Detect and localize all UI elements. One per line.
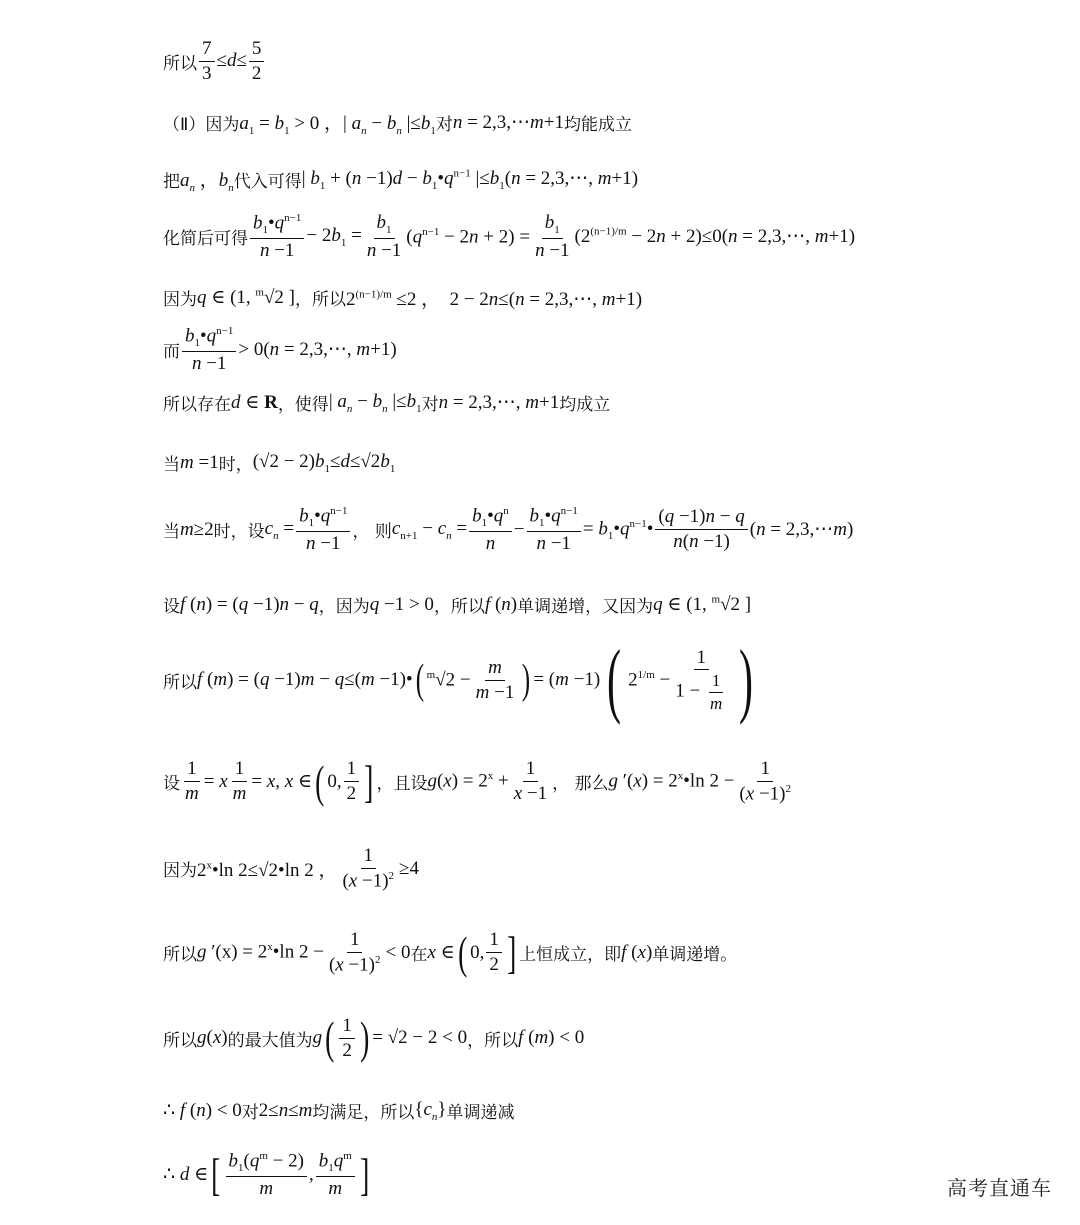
text: （Ⅱ）因为 <box>163 114 240 135</box>
text: 所以 <box>163 672 197 693</box>
text: 设 <box>163 774 180 794</box>
text: 设 <box>163 597 180 617</box>
text: 因为 <box>163 861 197 881</box>
watermark-label: 高考直通车 <box>947 1176 1052 1200</box>
text: 均满足，所以 <box>312 1103 415 1123</box>
text: ， 那么 <box>552 774 609 794</box>
text: 所以 <box>163 1030 197 1051</box>
line-15: 所以 g(x) 的最大值为 g ( $\frac{1}{2}$ ) = √2 − 2 < 0 ，所以 f (m) < 0 <box>163 1012 585 1064</box>
text: ， 则 <box>352 522 392 543</box>
text: 代入可得 <box>233 171 302 192</box>
text: ∴ <box>163 1164 176 1186</box>
line-8: 当 m =1 时， $(√2 - 2)b_1\le d\le√2b_1$ <box>163 450 396 475</box>
text: 所以 <box>163 945 197 965</box>
text: 单调递增。 <box>652 945 738 965</box>
text: 在 <box>410 945 428 965</box>
text: 化简后可得 <box>163 229 248 250</box>
line-7: 所以存在 d ∈ R ，使得 | $a_n - b_n$ $|\le b_1$ 对 n = 2,3,⋯, m+1 均成立 <box>163 390 611 415</box>
text: 上恒成立，即 <box>519 945 622 965</box>
line-16: ∴ f (n) < 0 对 2≤n≤m 均满足，所以 $\{c_n\}$ 单调递减 <box>163 1098 515 1123</box>
line-3: 把 $a_n$ ，$b_n$ 代入可得 | $b_1 + (n -1)d$ − $b_1•q^{n-1}$ $|\le b_1(n$ = 2,3,⋯, m+1) <box>163 167 639 194</box>
line-17: ∴ d ∈ [ $\frac{b_1(q^m - 2)}{m}$ , $\frac{b_1q^m}{m}$ ] <box>163 1148 370 1200</box>
text: 时，设 <box>213 522 265 543</box>
text: 对 <box>241 1103 259 1123</box>
text: ，使得 <box>277 395 329 415</box>
line-1: 所以 $\frac{7}{3}$ ≤d≤ $\frac{5}{2}$ <box>163 38 266 85</box>
text: 的最大值为 <box>227 1030 313 1051</box>
text: 所以 <box>163 53 197 74</box>
line-5: 因为 q ∈ (1, $^m$√2 ] ，所以 $2^{(n-1)/m} \le 2$ ， 2 − 2n≤(n = 2,3,⋯, m+1) <box>163 286 643 310</box>
text: 把 <box>163 171 180 192</box>
fraction: $\frac{7}{3}$ <box>199 38 215 85</box>
line-10: 设 f (n) = (q −1)n − q ，因为 q −1 > 0 ，所以 f (n) 单调递增，又因为 q ∈ (1, $^m$√2 ] <box>163 593 752 617</box>
text: ∴ <box>163 1100 176 1121</box>
text: ，且设 <box>376 774 428 794</box>
text: 因为 <box>163 290 197 310</box>
line-11: 所以 f (m) = (q −1)m − q≤(m −1)• ( $^m$√2 − $\frac{m}{m -1}$ ) = (m −1) ( $2^{1/m}$ − 1 1 − $\frac{1}{m}$ ) <box>163 633 754 726</box>
line-9: 当 m≥2 时，设 $c_n$ = $\frac{b_1•q^{n-1}}{n -1}$ ， 则 $c_{n+1} - c_n$ = $\frac{b_1•q^n}{n}$ − $\frac{b_1•q^{n-1}}{n -1}$ = $b_1•q^{n-1}•$ $\frac{(q -1)n - q}{n(n -1)}$ (n = 2,3,⋯m) <box>163 505 854 554</box>
text: ，所以 <box>294 290 346 310</box>
line-6: 而 $\frac{b_1•q^{n-1}}{n -1}$ > 0(n = 2,3,⋯, m+1) <box>163 325 397 374</box>
text: ，所以 <box>467 1030 519 1051</box>
text: 单调递减 <box>446 1103 515 1123</box>
text: 而 <box>163 342 180 363</box>
fraction: $\frac{5}{2}$ <box>249 38 265 85</box>
text: 时， <box>218 455 253 475</box>
text: 单调递增，又因为 <box>517 597 654 617</box>
text: 当 <box>163 455 180 475</box>
text: 均成立 <box>559 395 611 415</box>
text: ，所以 <box>433 597 485 617</box>
text: 所以存在 <box>163 395 231 415</box>
text: 均能成立 <box>564 114 632 135</box>
line-2: （Ⅱ）因为 $a_1 = b_1 > 0$ ，| $a_n - b_n$ $|\le b_1$ 对 n = 2,3,⋯m+1 均能成立 <box>163 111 632 137</box>
line-14: 所以 g $'(x) = 2^x•\ln$ 2 − $\frac{1}{(x -1)^2}$ < 0 在 x ∈ ( 0, $\frac{1}{2}$ ] 上恒成立，即 f (x) 单调递增。 <box>163 926 738 978</box>
line-12: 设 $\frac{1}{m}$ = x $\frac{1}{m}$ = x, x ∈ ( 0, $\frac{1}{2}$ ] ，且设 $g(x) = 2^x$ + $\frac{1}{x -1}$ ， 那么 g $'(x) = 2^x•\ln$ 2 − $\frac{1}{(x -1)^2}$ <box>163 755 791 807</box>
text: 当 <box>163 522 180 543</box>
text: ，因为 <box>318 597 370 617</box>
line-13: 因为 2$^x$•ln 2≤√2•ln 2 ， $\frac{1}{(x -1)^2}$ ≥4 <box>163 845 419 892</box>
line-4: 化简后可得 $\frac{b_1•q^{n-1}}{n -1}$ − $2b_1$ = $\frac{b_1}{n -1}$ $(q^{n-1} - 2n + 2)$ = $\frac{b_1}{n -1}$ $(2^{(n-1)/m} - 2n + 2)\le 0(n$ = 2,3,⋯, m+1) <box>163 212 856 261</box>
